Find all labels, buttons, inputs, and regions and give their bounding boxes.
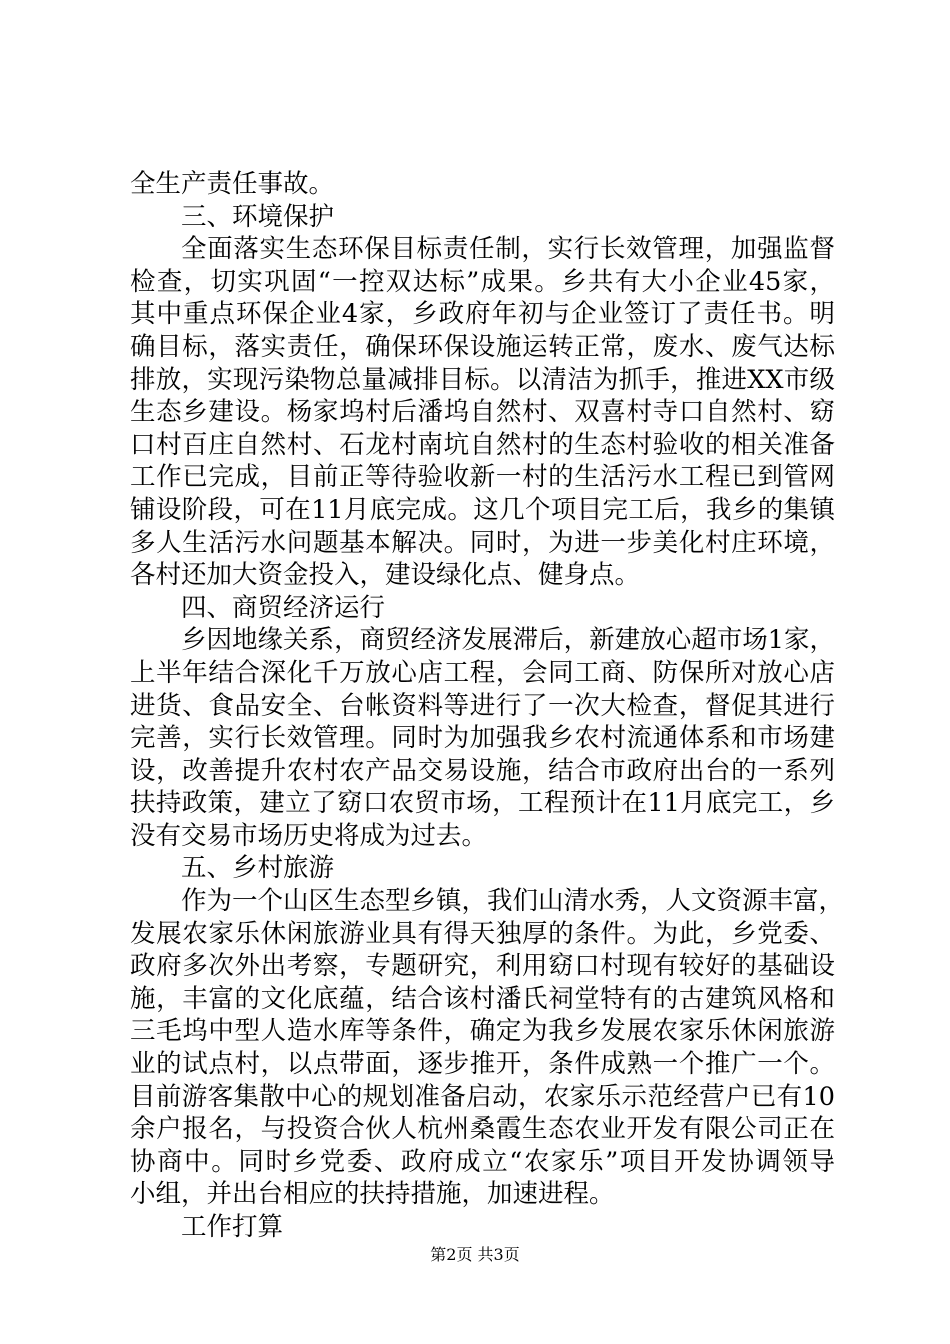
text-line: 排放，实现污染物总量减排目标。以清洁为抓手，推进XX市级 — [130, 364, 835, 395]
text-line: 检查，切实巩固“一控双达标”成果。乡共有大小企业45家， — [130, 266, 835, 297]
text-line: 扶持政策，建立了窈口农贸市场，工程预计在11月底完工，乡 — [130, 788, 835, 819]
text-line: 全面落实生态环保目标责任制，实行长效管理，加强监督 — [181, 234, 835, 265]
text-line: 乡因地缘关系，商贸经济发展滞后，新建放心超市场1家， — [181, 625, 835, 656]
text-line: 全生产责任事故。 — [130, 169, 335, 199]
text-line: 完善，实行长效管理。同时为加强我乡农村流通体系和市场建 — [130, 723, 835, 754]
text-line: 余户报名，与投资合伙人杭州桑霞生态农业开发有限公司正在 — [130, 1114, 835, 1145]
text-line: 施，丰富的文化底蕴，结合该村潘氏祠堂特有的古建筑风格和 — [130, 983, 835, 1014]
text-line: 协商中。同时乡党委、政府成立“农家乐”项目开发协调领导 — [130, 1146, 835, 1177]
text-line: 作为一个山区生态型乡镇，我们山清水秀，人文资源丰富， — [181, 886, 845, 917]
text-line: 业的试点村，以点带面，逐步推开，条件成熟一个推广一个。 — [130, 1049, 835, 1080]
text-line: 生态乡建设。杨家坞村后潘坞自然村、双喜村寺口自然村、窈 — [130, 397, 835, 428]
text-line: 没有交易市场历史将成为过去。 — [130, 820, 488, 851]
text-line: 小组，并出台相应的扶持措施，加速进程。 — [130, 1179, 615, 1210]
text-line: 目前游客集散中心的规划准备启动，农家乐示范经营户已有10 — [130, 1081, 835, 1112]
text-line: 进货、食品安全、台帐资料等进行了一次大检查，督促其进行 — [130, 690, 835, 721]
text-line: 设，改善提升农村农产品交易设施，结合市政府出台的一系列 — [130, 755, 835, 786]
text-line: 口村百庄自然村、石龙村南坑自然村的生态村验收的相关准备 — [130, 429, 835, 460]
text-line: 铺设阶段，可在11月底完成。这几个项目完工后，我乡的集镇 — [130, 494, 835, 525]
text-line: 上半年结合深化千万放心店工程，会同工商、防保所对放心店 — [130, 657, 835, 688]
text-line: 政府多次外出考察，专题研究，利用窈口村现有较好的基础设 — [130, 951, 835, 982]
text-line: 五、乡村旅游 — [181, 853, 335, 884]
text-line: 各村还加大资金投入，建设绿化点、健身点。 — [130, 560, 641, 591]
text-line: 三毛坞中型人造水库等条件，确定为我乡发展农家乐休闲旅游 — [130, 1016, 835, 1047]
text-line: 确目标，落实责任，确保环保设施运转正常，废水、废气达标 — [130, 331, 835, 362]
text-line: 工作已完成，目前正等待验收新一村的生活污水工程已到管网 — [130, 462, 835, 493]
page-footer: 第2页 共3页 — [430, 1245, 520, 1264]
text-line: 多人生活污水问题基本解决。同时，为进一步美化村庄环境， — [130, 527, 835, 558]
document-body — [130, 168, 845, 1244]
text-line: 三、环境保护 — [181, 201, 335, 232]
text-line: 工作打算 — [181, 1212, 284, 1242]
text-line: 其中重点环保企业4家，乡政府年初与企业签订了责任书。明 — [130, 299, 835, 330]
text-line: 四、商贸经济运行 — [181, 592, 386, 623]
text-line: 发展农家乐休闲旅游业具有得天独厚的条件。为此，乡党委、 — [130, 918, 835, 949]
